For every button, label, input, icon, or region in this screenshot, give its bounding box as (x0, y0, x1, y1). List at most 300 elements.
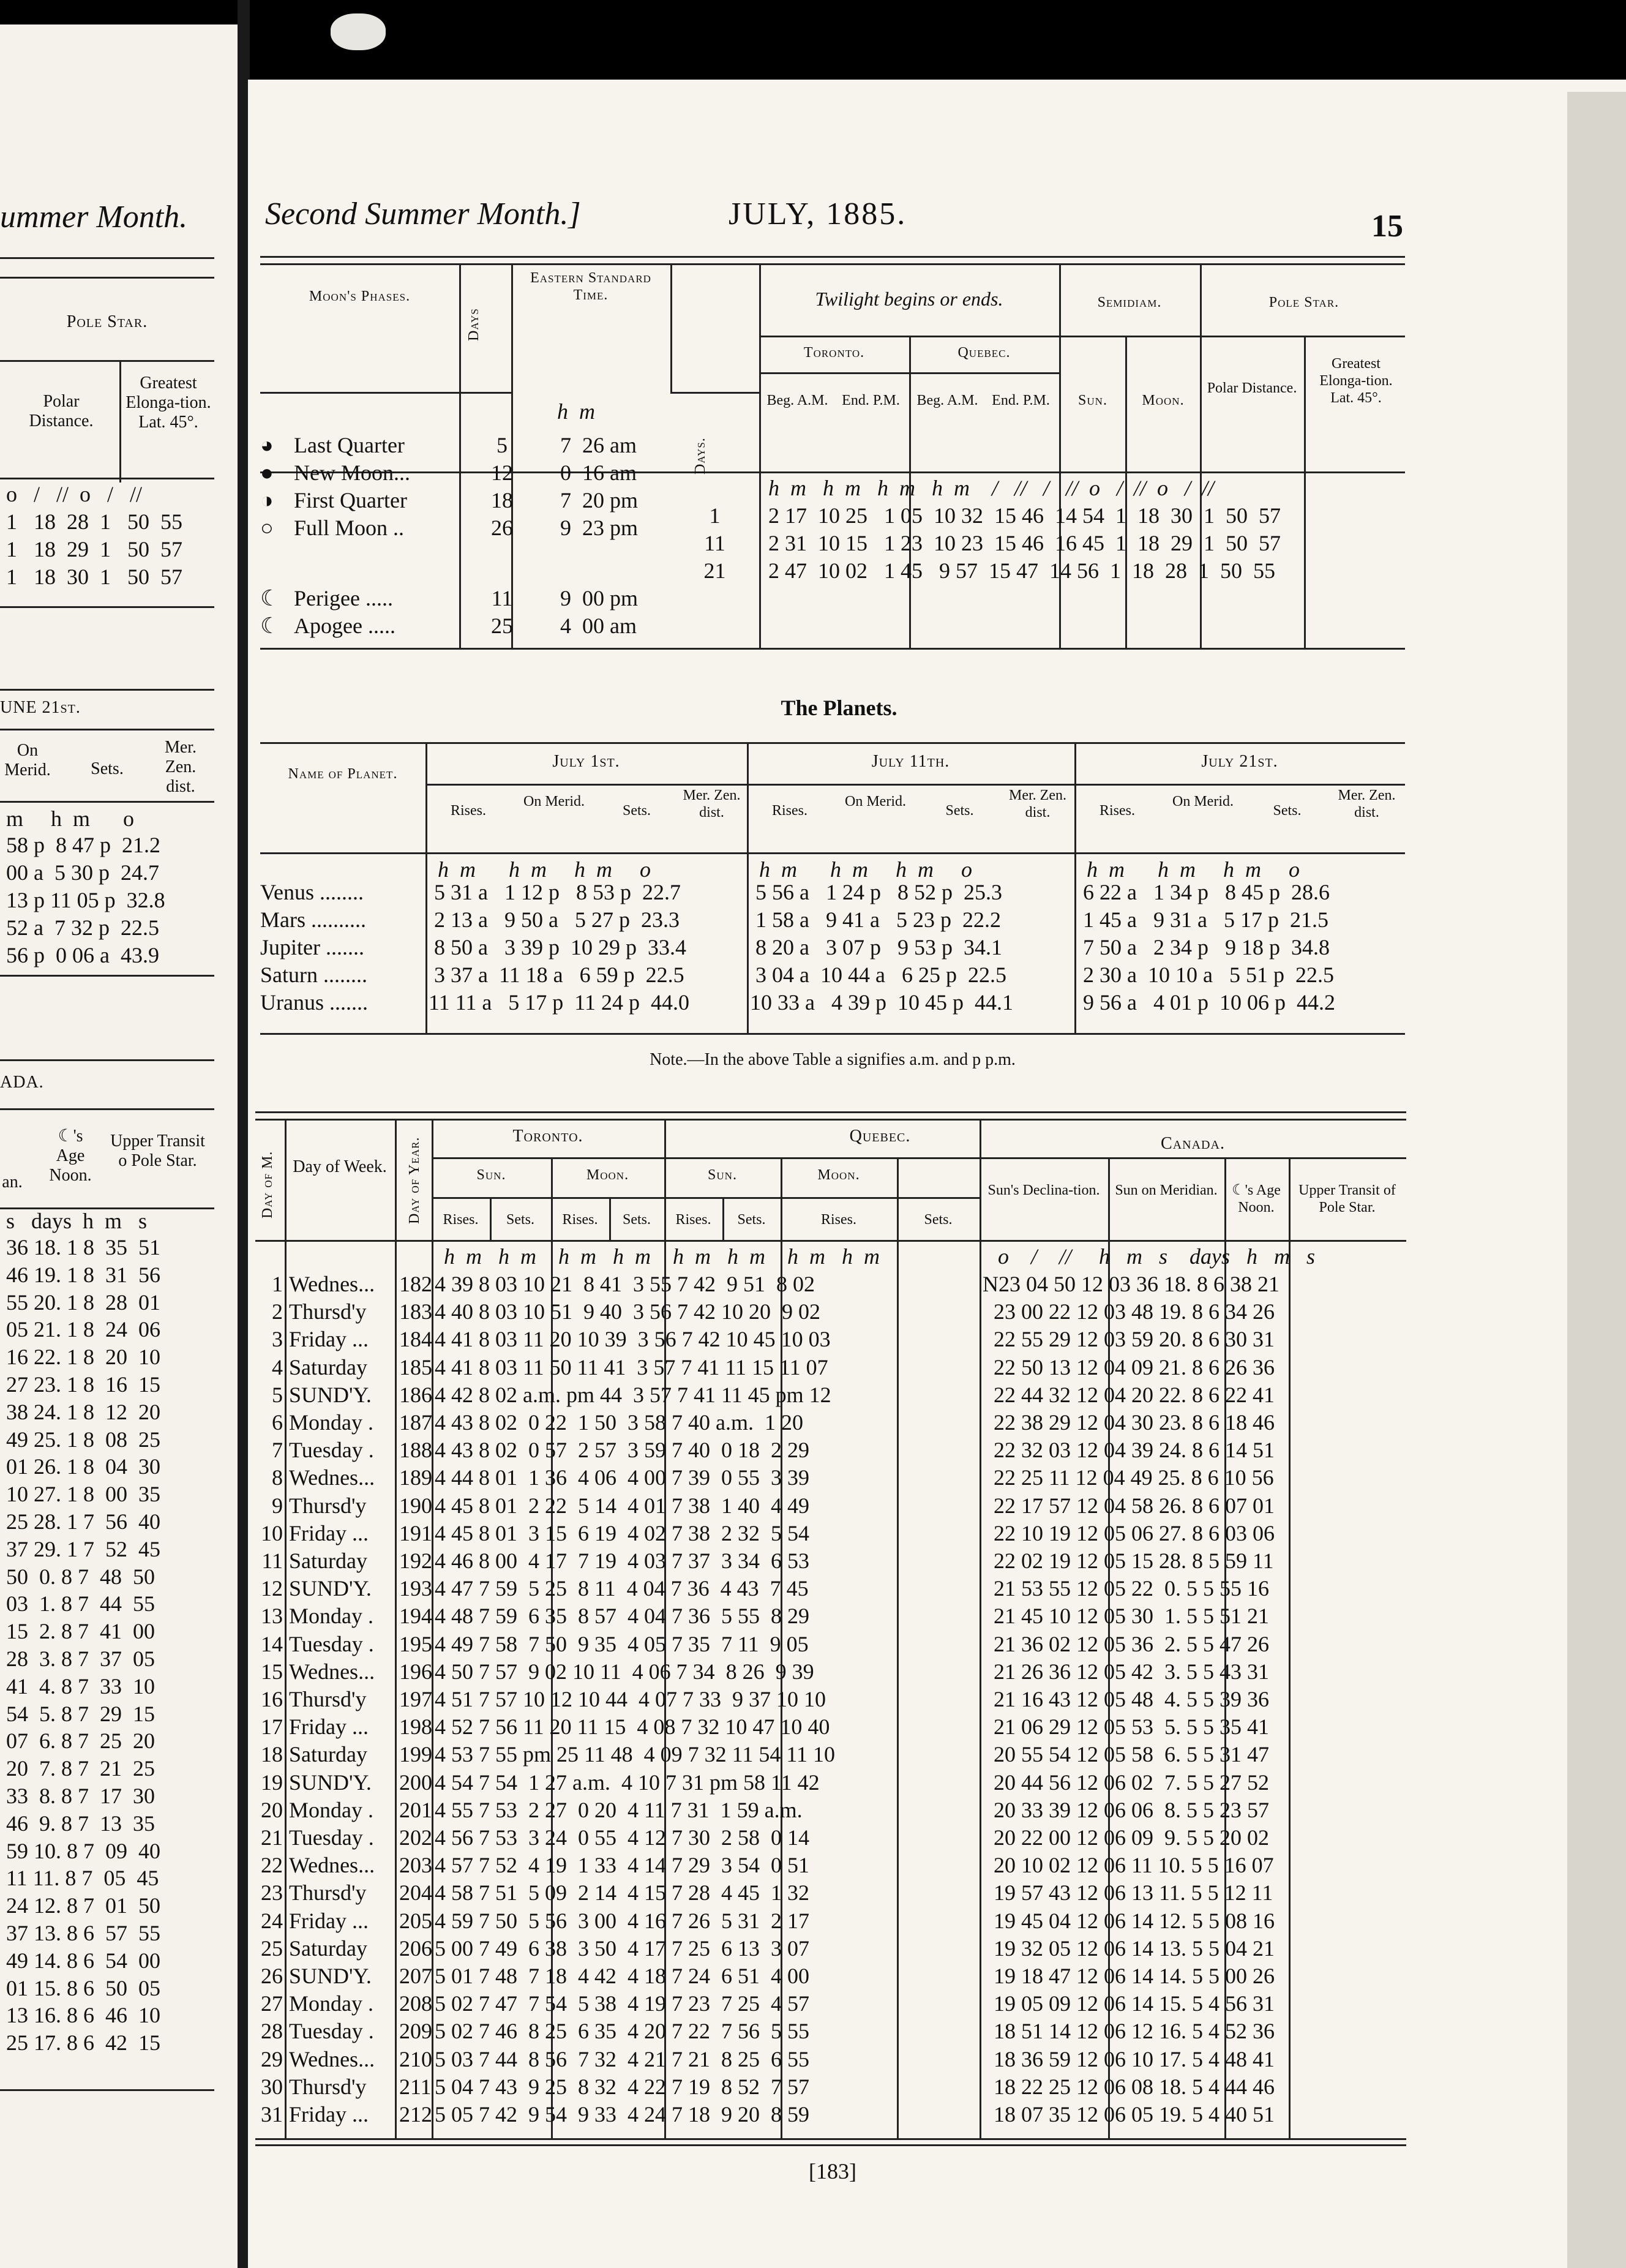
day-of-week: SUND'Y. (289, 1964, 372, 1988)
canada-values: 20 22 00 12 06 09 9. 5 5 20 02 (983, 1825, 1269, 1850)
phase-time: 9 00 pm (560, 586, 639, 610)
daily-moon: Moon. (817, 1167, 860, 1183)
canada-values: 20 44 56 12 06 02 7. 5 5 27 52 (983, 1770, 1269, 1795)
left-canada-row: 05 21. 1 8 24 06 (6, 1317, 160, 1342)
planet-july11: 10 33 a 4 39 p 10 45 p 44.1 (750, 990, 1013, 1015)
twilight-days-label: Days. (692, 437, 708, 475)
day-of-year: 194 (399, 1604, 432, 1629)
day-of-month: 24 (261, 1908, 283, 1933)
left-pole-row: 1 18 28 1 50 55 (6, 509, 182, 534)
twilight-beg: Beg. A.M. (766, 392, 828, 408)
left-canada-row: 25 28. 1 7 56 40 (6, 1509, 160, 1534)
rise-set-times: 4 46 8 00 4 17 7 19 4 03 7 37 3 34 6 53 (435, 1549, 809, 1573)
day-of-week: Friday ... (289, 1714, 369, 1740)
day-of-week: Tuesday . (289, 1631, 374, 1656)
canada-values: 21 36 02 12 05 36 2. 5 5 47 26 (983, 1631, 1269, 1656)
rise-set-times: 5 04 7 43 9 25 8 32 4 22 7 19 8 52 7 57 (435, 2074, 809, 2099)
canada-values: 20 55 54 12 05 58 6. 5 5 31 47 (983, 1742, 1269, 1767)
left-canada-row: 07 6. 8 7 25 20 (6, 1729, 155, 1754)
day-of-week: Friday ... (289, 1327, 369, 1352)
day-of-month: 21 (261, 1825, 283, 1850)
day-of-year: 196 (399, 1659, 432, 1684)
left-canada-row: 46 19. 1 8 31 56 (6, 1262, 160, 1287)
rise-set-times: 4 59 7 50 5 56 3 00 4 16 7 26 5 31 2 17 (435, 1908, 809, 1933)
phase-icon: ◕ (260, 433, 274, 457)
canada-values: 22 55 29 12 03 59 20. 8 6 30 31 (983, 1327, 1275, 1352)
day-of-month: 16 (261, 1687, 283, 1711)
left-canada-row: 15 2. 8 7 41 00 (6, 1619, 155, 1644)
left-page (0, 24, 239, 2268)
day-of-month: 22 (261, 1853, 283, 1878)
canada-values: 22 44 32 12 04 20 22. 8 6 22 41 (983, 1382, 1275, 1407)
canada-values: 21 16 43 12 05 48 4. 5 5 39 36 (983, 1687, 1269, 1711)
canada-values: 19 57 43 12 06 13 11. 5 5 12 11 (983, 1880, 1273, 1906)
canada-values: 18 51 14 12 06 12 16. 5 4 52 36 (983, 2019, 1275, 2044)
planets-name-col: Name of Planet. (288, 766, 398, 782)
day-of-month: 1 (272, 1272, 283, 1296)
planets-sub-merid: On Merid. (523, 794, 585, 809)
planets-title: The Planets. (781, 696, 897, 720)
left-june-row: 52 a 7 32 p 22.5 (6, 915, 159, 940)
planets-units: h m h m h m o (1087, 857, 1300, 882)
rise-set-times: 4 45 8 01 2 22 5 14 4 01 7 38 1 40 4 49 (435, 1493, 809, 1518)
day-of-year: 206 (399, 1936, 432, 1961)
planets-sub-zen: Mer. Zen. dist. (1338, 787, 1396, 820)
left-canada-row: 46 9. 8 7 13 35 (6, 1811, 155, 1836)
phase-day: 26 (491, 516, 513, 540)
daily-sun: Sun. (476, 1167, 506, 1183)
daily-sets: Sets. (737, 1212, 766, 1228)
left-canada-row: 16 22. 1 8 20 10 (6, 1345, 160, 1370)
daily-units-left: h m h m h m h m h m h m h m h m (444, 1244, 880, 1269)
left-greatest-elongation: Greatest Elonga-tion. Lat. 45°. (126, 374, 211, 432)
phases-col-label: Moon's Phases. (309, 288, 411, 304)
rise-set-times: 5 02 7 47 7 54 5 38 4 19 7 23 7 25 4 57 (435, 1991, 809, 2016)
phase-time: 9 23 pm (560, 516, 639, 540)
left-units-row: o / // o / // (6, 482, 143, 506)
rise-set-times: 4 40 8 03 10 51 9 40 3 56 7 42 10 20 9 02 (435, 1299, 820, 1324)
left-canada-row: 59 10. 8 7 09 40 (6, 1838, 160, 1863)
daily-sun: Sun. (708, 1167, 737, 1183)
planets-sub-zen: Mer. Zen. dist. (1009, 787, 1066, 820)
day-of-week: Wednes... (289, 2046, 375, 2071)
planets-sub-zen: Mer. Zen. dist. (683, 787, 741, 820)
canada-values: 21 45 10 12 05 30 1. 5 5 51 21 (983, 1604, 1269, 1629)
daily-moon: Moon. (586, 1167, 629, 1183)
planet-july1: 8 50 a 3 39 p 10 29 p 33.4 (429, 935, 686, 959)
canada-values: 21 26 36 12 05 42 3. 5 5 43 31 (983, 1659, 1269, 1684)
day-of-week: SUND'Y. (289, 1576, 372, 1601)
twilight-pole-star: Pole Star. (1268, 295, 1339, 310)
day-of-week: Friday ... (289, 1520, 369, 1545)
phase-name: First Quarter (294, 488, 407, 513)
day-of-week: Wednes... (289, 1465, 375, 1490)
left-canada-units: s days h m s (6, 1209, 148, 1233)
rise-set-times: 4 42 8 02 a.m. pm 44 3 57 7 41 11 45 pm 12 (435, 1382, 831, 1407)
day-of-year: 211 (399, 2074, 432, 2099)
phase-time: 7 20 pm (560, 488, 639, 513)
daily-transit: Upper Transit of Pole Star. (1298, 1182, 1396, 1215)
phase-day: 18 (491, 488, 513, 513)
twilight-polar-distance: Polar Distance. (1207, 380, 1297, 396)
day-of-month: 27 (261, 1991, 283, 2016)
day-of-month: 13 (261, 1604, 283, 1629)
left-canada-header: Upper Transit o Pole Star. (110, 1132, 205, 1170)
canada-values: 21 53 55 12 05 22 0. 5 5 55 16 (983, 1576, 1269, 1601)
phases-days-label: Days (466, 308, 482, 341)
day-of-month: 20 (261, 1797, 283, 1822)
phase-day: 12 (491, 460, 513, 485)
day-of-month: 5 (272, 1382, 283, 1407)
running-head-center: JULY, 1885. (729, 197, 907, 231)
left-canada-row: 01 15. 8 6 50 05 (6, 1975, 160, 2000)
twilight-greatest-elongation: Greatest Elonga-tion. Lat. 45°. (1319, 356, 1393, 406)
day-of-year: 185 (399, 1354, 432, 1380)
left-canada-row: 10 27. 1 8 00 35 (6, 1482, 160, 1507)
canada-values: 20 33 39 12 06 06 8. 5 5 23 57 (983, 1797, 1269, 1822)
rise-set-times: 4 58 7 51 5 09 2 14 4 15 7 28 4 45 1 32 (435, 1880, 809, 1906)
rise-set-times: 4 47 7 59 5 25 8 11 4 04 7 36 4 43 7 45 (435, 1576, 809, 1601)
day-of-year: 187 (399, 1410, 432, 1435)
phase-name: Full Moon .. (294, 516, 405, 540)
planet-july1: 11 11 a 5 17 p 11 24 p 44.0 (429, 990, 689, 1015)
day-of-month: 8 (272, 1465, 283, 1490)
phase-day: 11 (491, 586, 513, 610)
daily-rises: Rises. (820, 1212, 856, 1228)
day-of-week: Saturday (289, 1549, 367, 1573)
twilight-end: End. P.M. (842, 392, 900, 408)
day-of-month: 15 (261, 1659, 283, 1684)
moon-crescent-icon: ☾ (260, 614, 280, 638)
phase-name: Perigee ..... (294, 586, 393, 610)
left-june-header: Mer. Zen. dist. (164, 738, 197, 796)
day-of-month: 11 (261, 1549, 283, 1573)
left-canada-row: 27 23. 1 8 16 15 (6, 1372, 160, 1397)
day-of-week: Tuesday . (289, 2019, 374, 2044)
rise-set-times: 4 49 7 58 7 50 9 35 4 05 7 35 7 11 9 05 (435, 1631, 809, 1656)
rise-set-times: 4 41 8 03 11 20 10 39 3 56 7 42 10 45 10 03 (435, 1327, 831, 1352)
left-pole-row: 1 18 30 1 50 57 (6, 565, 182, 589)
day-of-year: 193 (399, 1576, 432, 1601)
day-of-year: 183 (399, 1299, 432, 1324)
left-canada-title: ADA. (0, 1073, 44, 1092)
phase-time: 4 00 am (560, 614, 637, 638)
rise-set-times: 4 56 7 53 3 24 0 55 4 12 7 30 2 58 0 14 (435, 1825, 809, 1850)
planets-units: h m h m h m o (438, 857, 651, 882)
day-of-month: 9 (272, 1493, 283, 1518)
left-canada-row: 11 11. 8 7 05 45 (6, 1866, 159, 1891)
phase-icon: ◑ (260, 488, 274, 513)
left-canada-row: 55 20. 1 8 28 01 (6, 1290, 160, 1315)
day-of-year: 188 (399, 1438, 432, 1463)
daily-declination: Sun's Declina-tion. (987, 1182, 1100, 1198)
twilight-row: 2 17 10 25 1 05 10 32 15 46 14 54 1 18 30 1 50 57 (768, 503, 1281, 528)
planet-july11: 8 20 a 3 07 p 9 53 p 34.1 (750, 935, 1002, 959)
left-canada-row: 28 3. 8 7 37 05 (6, 1646, 155, 1671)
day-of-week: Friday ... (289, 1908, 369, 1933)
daily-meridian: Sun on Meridian. (1115, 1182, 1218, 1198)
rise-set-times: 4 53 7 55 pm 25 11 48 4 09 7 32 11 54 11 10 (435, 1742, 835, 1767)
rise-set-times: 5 00 7 49 6 38 3 50 4 17 7 25 6 13 3 07 (435, 1936, 809, 1961)
planet-name: Uranus ....... (260, 990, 368, 1015)
left-canada-row: 03 1. 8 7 44 55 (6, 1591, 155, 1617)
day-of-month: 14 (261, 1631, 283, 1656)
planets-units: h m h m h m o (759, 857, 972, 882)
day-of-year: 204 (399, 1880, 432, 1906)
day-of-week: Thursd'y (289, 1493, 367, 1518)
daily-rises: Rises. (443, 1212, 479, 1228)
planet-name: Mars .......... (260, 907, 366, 932)
planet-name: Venus ........ (260, 880, 364, 904)
canada-values: 18 22 25 12 06 08 18. 5 4 44 46 (983, 2074, 1275, 2099)
daily-canada: Canada. (1161, 1134, 1225, 1153)
day-of-year: 202 (399, 1825, 432, 1850)
rise-set-times: 4 43 8 02 0 57 2 57 3 59 7 40 0 18 2 29 (435, 1438, 809, 1463)
canada-values: 22 02 19 12 05 15 28. 8 5 59 11 (983, 1549, 1274, 1573)
phase-icon: ○ (260, 516, 274, 540)
day-of-month: 6 (272, 1410, 283, 1435)
canada-values: 22 32 03 12 04 39 24. 8 6 14 51 (983, 1438, 1275, 1463)
day-of-year: 199 (399, 1742, 432, 1767)
right-page (248, 80, 1626, 2268)
canada-values: 22 17 57 12 04 58 26. 8 6 07 01 (983, 1493, 1275, 1518)
phase-name: New Moon... (294, 460, 410, 485)
planet-july21: 1 45 a 9 31 a 5 17 p 21.5 (1077, 907, 1328, 932)
left-canada-row: 25 17. 8 6 42 15 (6, 2030, 160, 2056)
planets-sub-sets: Sets. (622, 803, 651, 819)
day-of-week: Monday . (289, 1797, 373, 1822)
planet-name: Saturn ........ (260, 963, 367, 987)
canada-values: 22 10 19 12 05 06 27. 8 6 03 06 (983, 1520, 1275, 1545)
phase-day: 25 (491, 614, 513, 638)
moon-crescent-icon: ☾ (260, 586, 280, 610)
left-canada-row: 50 0. 8 7 48 50 (6, 1564, 155, 1589)
planets-group-label: July 21st. (1201, 752, 1278, 771)
canada-values: 18 36 59 12 06 10 17. 5 4 48 41 (983, 2046, 1275, 2071)
rise-set-times: 4 41 8 03 11 50 11 41 3 57 7 41 11 15 11 07 (435, 1354, 828, 1380)
planet-july21: 6 22 a 1 34 p 8 45 p 28.6 (1077, 880, 1330, 904)
day-of-month: 4 (272, 1354, 283, 1380)
planets-note: Note.—In the above Table a signifies a.m. and p p.m. (650, 1050, 1016, 1069)
left-canada-row: 20 7. 8 7 21 25 (6, 1756, 155, 1781)
planet-july21: 9 56 a 4 01 p 10 06 p 44.2 (1077, 990, 1335, 1015)
running-head-left: Second Summer Month.] (265, 197, 581, 231)
daily-age: ☾'s Age Noon. (1232, 1182, 1281, 1215)
left-june-row: 56 p 0 06 a 43.9 (6, 943, 159, 967)
rise-set-times: 4 52 7 56 11 20 11 15 4 08 7 32 10 47 10 40 (435, 1714, 830, 1740)
page-footer: [183] (809, 2159, 856, 2184)
left-june-title: UNE 21st. (0, 698, 81, 717)
twilight-row: 2 47 10 02 1 45 9 57 15 47 14 56 1 18 28 1 50 55 (768, 558, 1275, 583)
twilight-day: 1 (709, 503, 721, 528)
day-of-month: 10 (261, 1520, 283, 1545)
day-of-year: 200 (399, 1770, 432, 1795)
left-canada-row: 36 18. 1 8 35 51 (6, 1235, 160, 1260)
phase-name: Apogee ..... (294, 614, 395, 638)
day-of-week: Friday ... (289, 2102, 369, 2127)
phase-time: 7 26 am (560, 433, 637, 457)
day-of-month: 3 (272, 1327, 283, 1352)
rise-set-times: 5 05 7 42 9 54 9 33 4 24 7 18 9 20 8 59 (435, 2102, 809, 2127)
day-of-week: SUND'Y. (289, 1382, 372, 1407)
canada-values: 18 07 35 12 06 05 19. 5 4 40 51 (983, 2102, 1275, 2127)
day-of-year: 210 (399, 2046, 432, 2071)
day-of-month: 29 (261, 2046, 283, 2071)
canada-values: 22 25 11 12 04 49 25. 8 6 10 56 (983, 1465, 1274, 1490)
planets-sub-sets: Sets. (945, 803, 974, 819)
semidiam-title: Semidiam. (1097, 295, 1162, 310)
planet-name: Jupiter ....... (260, 935, 364, 959)
day-of-year: 197 (399, 1687, 432, 1711)
daily-quebec: Quebec. (849, 1127, 911, 1146)
day-of-year: 198 (399, 1714, 432, 1740)
rise-set-times: 5 03 7 44 8 56 7 32 4 21 7 21 8 25 6 55 (435, 2046, 809, 2071)
day-of-month: 17 (261, 1714, 283, 1740)
day-of-month: 12 (261, 1576, 283, 1601)
phase-time: 0 16 am (560, 460, 637, 485)
day-of-year: 209 (399, 2019, 432, 2044)
rise-set-times: 4 50 7 57 9 02 10 11 4 06 7 34 8 26 9 39 (435, 1659, 814, 1684)
day-of-week: Monday . (289, 1410, 373, 1435)
semidiam-moon: Moon. (1142, 392, 1185, 408)
daily-units-right: o / // h m s days h m s (998, 1244, 1316, 1269)
day-of-week: Saturday (289, 1742, 367, 1767)
rise-set-times: 4 43 8 02 0 22 1 50 3 58 7 40 a.m. 1 20 (435, 1410, 803, 1435)
day-of-week: Wednes... (289, 1853, 375, 1878)
left-canada-row: 37 13. 8 6 57 55 (6, 1920, 160, 1945)
left-canada-row: 49 25. 1 8 08 25 (6, 1427, 160, 1452)
canada-values: 22 38 29 12 04 30 23. 8 6 18 46 (983, 1410, 1275, 1435)
semidiam-sun: Sun. (1078, 392, 1107, 408)
planets-sub-merid: On Merid. (845, 794, 906, 809)
twilight-units: h m h m h m h m / // / // o / // o / // (768, 476, 1215, 500)
day-of-month: 28 (261, 2019, 283, 2044)
daily-rises: Rises. (675, 1212, 711, 1228)
day-of-week: Monday . (289, 1991, 373, 2016)
rise-set-times: 4 51 7 57 10 12 10 44 4 07 7 33 9 37 10 10 (435, 1687, 826, 1711)
day-of-month: 2 (272, 1299, 283, 1324)
daily-sets: Sets. (506, 1212, 534, 1228)
day-of-month: 18 (261, 1742, 283, 1767)
rise-set-times: 5 02 7 46 8 25 6 35 4 20 7 22 7 56 5 55 (435, 2019, 809, 2044)
canada-values: 19 05 09 12 06 14 15. 5 4 56 31 (983, 1991, 1275, 2016)
day-of-week: Tuesday . (289, 1825, 374, 1850)
planets-sub-rises: Rises. (771, 803, 807, 819)
day-of-week: SUND'Y. (289, 1770, 372, 1795)
twilight-beg: Beg. A.M. (916, 392, 978, 408)
planet-july11: 1 58 a 9 41 a 5 23 p 22.2 (750, 907, 1001, 932)
left-canada-row: 13 16. 8 6 46 10 (6, 2003, 160, 2028)
planet-july11: 3 04 a 10 44 a 6 25 p 22.5 (750, 963, 1006, 987)
planets-sub-rises: Rises. (450, 803, 486, 819)
day-of-year: 186 (399, 1382, 432, 1407)
planets-group-label: July 1st. (552, 752, 620, 771)
left-canada-rows (6, 1234, 160, 2057)
daily-col-day-of-year: Day of Year. (406, 1136, 422, 1224)
planet-july1: 5 31 a 1 12 p 8 53 p 22.7 (429, 880, 681, 904)
day-of-year: 201 (399, 1797, 432, 1822)
daily-col-day-of-month: Day of M. (260, 1151, 275, 1219)
phases-time-label: Eastern Standard Time. (530, 270, 651, 303)
rise-set-times: 4 57 7 52 4 19 1 33 4 14 7 29 3 54 0 51 (435, 1853, 809, 1878)
left-june-header: On Merid. (4, 741, 51, 779)
canada-values: 19 32 05 12 06 14 13. 5 5 04 21 (983, 1936, 1275, 1961)
daily-sets: Sets. (924, 1212, 953, 1228)
twilight-day: 11 (704, 531, 725, 555)
rise-set-times: 5 01 7 48 7 18 4 42 4 18 7 24 6 51 4 00 (435, 1964, 809, 1988)
canada-values: 22 50 13 12 04 09 21. 8 6 26 36 (983, 1354, 1275, 1380)
canada-values: 19 18 47 12 06 14 14. 5 5 00 26 (983, 1964, 1275, 1988)
left-pole-star-title: Pole Star. (66, 312, 148, 331)
day-of-year: 182 (399, 1272, 432, 1296)
twilight-day: 21 (703, 558, 726, 583)
day-of-week: Wednes... (289, 1659, 375, 1684)
left-june-row: 13 p 11 05 p 32.8 (6, 888, 165, 912)
left-june-row: 00 a 5 30 p 24.7 (6, 860, 159, 885)
canada-values: 19 45 04 12 06 14 12. 5 5 08 16 (983, 1908, 1275, 1933)
day-of-month: 31 (261, 2102, 283, 2127)
day-of-year: 189 (399, 1465, 432, 1490)
day-of-week: Thursd'y (289, 2074, 367, 2099)
twilight-end: End. P.M. (992, 392, 1050, 408)
left-june-units: m h m o (6, 806, 135, 831)
day-of-week: Saturday (289, 1354, 367, 1380)
left-canada-row: 01 26. 1 8 04 30 (6, 1454, 160, 1479)
left-canada-row: 54 5. 8 7 29 15 (6, 1701, 155, 1726)
rise-set-times: 4 39 8 03 10 21 8 41 3 55 7 42 9 51 8 02 (435, 1272, 815, 1296)
daily-sets: Sets. (622, 1212, 651, 1228)
day-of-month: 19 (261, 1770, 283, 1795)
left-canada-row: 38 24. 1 8 12 20 (6, 1399, 160, 1424)
left-running-head: ummer Month. (0, 200, 188, 235)
planet-july11: 5 56 a 1 24 p 8 52 p 25.3 (750, 880, 1002, 904)
rise-set-times: 4 45 8 01 3 15 6 19 4 02 7 38 2 32 5 54 (435, 1520, 809, 1545)
daily-rises: Rises. (562, 1212, 598, 1228)
day-of-week: Thursd'y (289, 1299, 367, 1324)
day-of-week: Thursd'y (289, 1880, 367, 1906)
planet-july21: 2 30 a 10 10 a 5 51 p 22.5 (1077, 963, 1334, 987)
day-of-year: 190 (399, 1493, 432, 1518)
day-of-year: 203 (399, 1853, 432, 1878)
left-canada-header: ☾'s Age Noon. (49, 1127, 92, 1185)
daily-col-day-of-week: Day of Week. (293, 1157, 387, 1176)
left-polar-distance: Polar Distance. (29, 392, 94, 430)
twilight-row: 2 31 10 15 1 23 10 23 15 46 16 45 1 18 29 1 50 57 (768, 531, 1281, 555)
day-of-year: 212 (399, 2102, 432, 2127)
day-of-year: 205 (399, 1908, 432, 1933)
ink-blot (331, 13, 386, 50)
canada-values: 21 06 29 12 05 53 5. 5 5 35 41 (983, 1714, 1269, 1740)
day-of-week: Tuesday . (289, 1438, 374, 1463)
left-canada-row: 49 14. 8 6 54 00 (6, 1948, 160, 1973)
twilight-quebec: Quebec. (957, 345, 1011, 361)
rise-set-times: 4 48 7 59 6 35 8 57 4 04 7 36 5 55 8 29 (435, 1604, 809, 1629)
left-canada-header: an. (2, 1173, 23, 1192)
day-of-year: 208 (399, 1991, 432, 2016)
planets-group-label: July 11th. (871, 752, 950, 771)
left-june-row: 58 p 8 47 p 21.2 (6, 833, 160, 857)
page-edge (1567, 92, 1626, 2268)
canada-values: 23 00 22 12 03 48 19. 8 6 34 26 (983, 1299, 1275, 1324)
canada-values: 20 10 02 12 06 11 10. 5 5 16 07 (983, 1853, 1274, 1878)
phase-icon: ● (260, 460, 274, 485)
left-canada-row: 41 4. 8 7 33 10 (6, 1673, 155, 1699)
rise-set-times: 4 55 7 53 2 27 0 20 4 11 7 31 1 59 a.m. (435, 1797, 803, 1822)
day-of-month: 26 (261, 1964, 283, 1988)
twilight-toronto: Toronto. (803, 345, 865, 361)
phases-units: h m (557, 399, 595, 424)
day-of-month: 7 (272, 1438, 283, 1463)
